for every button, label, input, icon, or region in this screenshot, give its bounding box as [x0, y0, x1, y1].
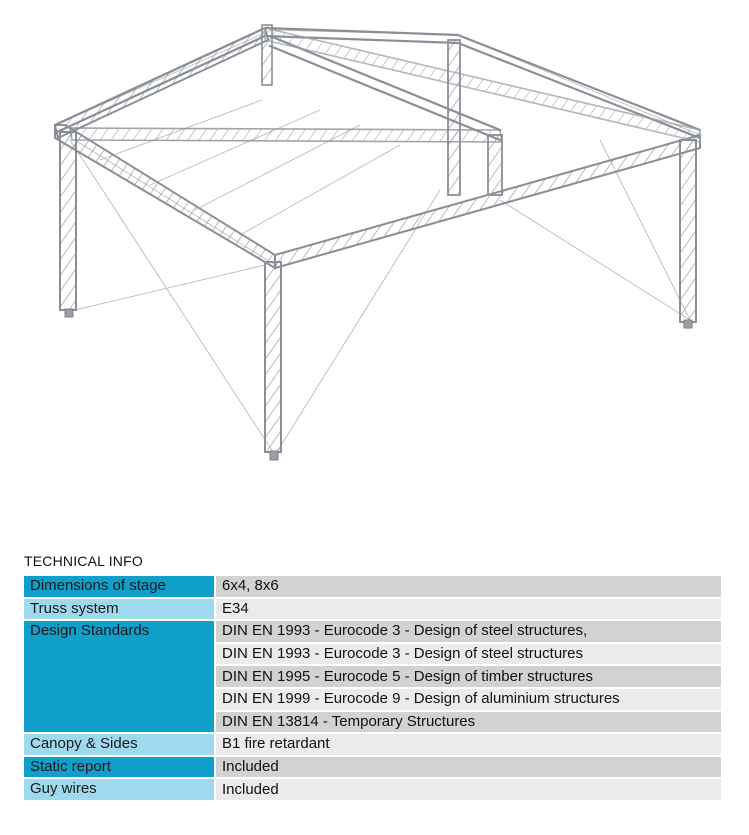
- row-label: Truss system: [24, 599, 216, 620]
- row-label: Dimensions of stage: [24, 576, 216, 597]
- row-label: Canopy & Sides: [24, 734, 216, 755]
- row-value: DIN EN 1993 - Eurocode 3 - Design of steel structures: [216, 644, 721, 665]
- row-value: E34: [216, 599, 721, 620]
- section-title: TECHNICAL INFO: [24, 553, 143, 569]
- table-row: [24, 599, 721, 620]
- technical-info-table: [24, 574, 721, 802]
- table-row: [24, 779, 721, 800]
- row-label: Guy wires: [24, 779, 216, 800]
- table-row: [24, 734, 721, 755]
- row-value: Included: [216, 779, 721, 800]
- row-value: 6x4, 8x6: [216, 576, 721, 597]
- row-label: Design Standards: [24, 621, 216, 732]
- row-label: Static report: [24, 757, 216, 778]
- row-value: DIN EN 1995 - Eurocode 5 - Design of timber structures: [216, 666, 721, 687]
- table-row: [24, 757, 721, 778]
- row-value: DIN EN 13814 - Temporary Structures: [216, 712, 721, 733]
- rear-tower: [262, 25, 502, 195]
- table-row: [24, 576, 721, 597]
- row-value: DIN EN 1993 - Eurocode 3 - Design of steel structures,: [216, 621, 721, 642]
- row-value: DIN EN 1999 - Eurocode 9 - Design of aluminium structures: [216, 689, 721, 710]
- perimeter-trusses: [55, 28, 700, 268]
- row-value: B1 fire retardant: [216, 734, 721, 755]
- table-row: [24, 621, 721, 642]
- row-value: Included: [216, 757, 721, 778]
